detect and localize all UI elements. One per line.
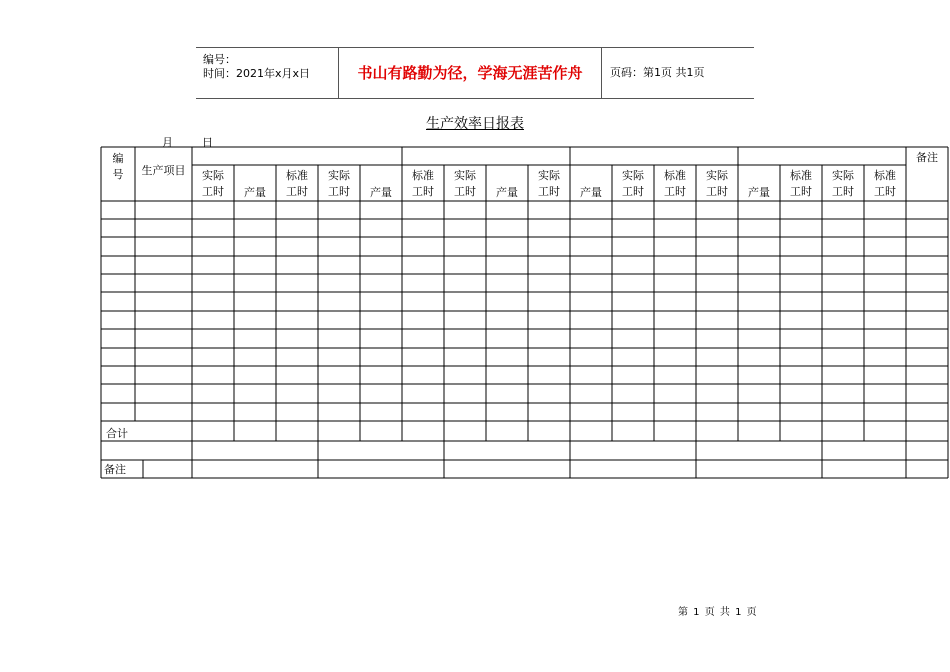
sub-column-header: 实际 工时 xyxy=(832,169,854,198)
sub-column-header: 实际 工时 xyxy=(706,169,728,198)
sub-column-header: 产量 xyxy=(580,186,602,199)
remark-row-label: 备注 xyxy=(104,463,126,476)
time-label: 时间：2021年x月x日 xyxy=(203,67,311,80)
sub-column-header: 标准 工时 xyxy=(664,169,686,198)
sub-column-header: 标准 工时 xyxy=(790,169,812,198)
page-footer: 第 1 页 共 1 页 xyxy=(678,607,758,618)
sub-column-header: 实际 工时 xyxy=(538,169,560,198)
sub-column-header: 标准 工时 xyxy=(286,169,308,198)
sub-column-header: 产量 xyxy=(496,186,518,199)
sub-column-header: 实际 工时 xyxy=(622,169,644,198)
sub-column-header: 实际 工时 xyxy=(202,169,224,198)
page-code: 页码：第1页 共1页 xyxy=(610,66,705,79)
sub-column-header: 产量 xyxy=(370,186,392,199)
code-label: 编号： xyxy=(203,53,236,66)
sub-column-header: 产量 xyxy=(244,186,266,199)
day-label: 日 xyxy=(202,136,213,149)
header-no: 编 号 xyxy=(112,152,124,181)
sub-column-header: 实际 工时 xyxy=(454,169,476,198)
header-remark: 备注 xyxy=(916,151,938,164)
slogan: 书山有路勤为径，学海无涯苦作舟 xyxy=(339,48,602,98)
sub-column-header: 产量 xyxy=(748,186,770,199)
sub-column-header: 标准 工时 xyxy=(874,169,896,198)
document-title: 生产效率日报表 xyxy=(426,116,524,132)
total-label: 合计 xyxy=(106,427,128,440)
sub-column-header: 标准 工时 xyxy=(412,169,434,198)
sub-column-header: 实际 工时 xyxy=(328,169,350,198)
month-label: 月 xyxy=(162,136,173,149)
header-item: 生产项目 xyxy=(141,164,186,177)
